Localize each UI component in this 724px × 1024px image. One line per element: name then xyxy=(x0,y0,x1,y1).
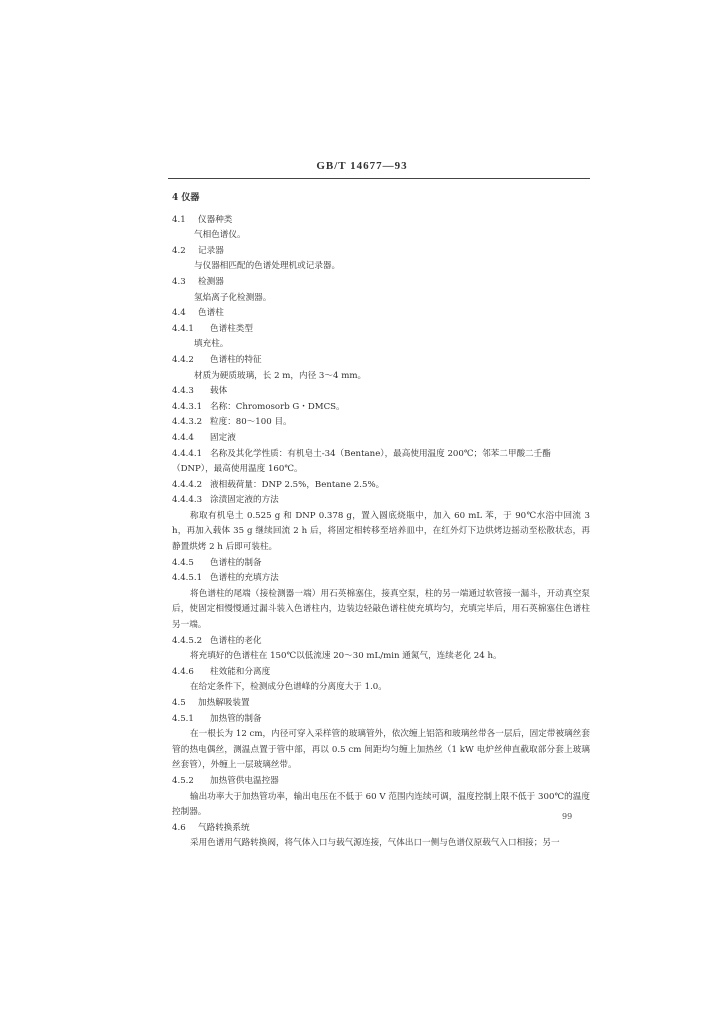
clause-text: 粒度：80～100 目。 xyxy=(210,417,292,428)
clause-text: 气相色谱仪。 xyxy=(194,230,246,241)
clause-text: 与仪器相匹配的色谱处理机或记录器。 xyxy=(194,261,341,272)
clause-number: 4.4.1 xyxy=(172,323,194,334)
clause-number: 4.5.1 xyxy=(172,713,194,724)
clause-number: 4.4.3.2 xyxy=(172,417,203,428)
section-title: 4 仪器 xyxy=(172,193,200,203)
paragraph: 输出功率大于加热管功率，输出电压在不低于 60 V 范围内连续可调，温度控制上限不低于 300℃的温度控制器。 xyxy=(172,791,590,818)
clause-title: 气路转换系统 xyxy=(198,822,250,833)
clause-title: 记录器 xyxy=(198,245,224,256)
clause-title: 载体 xyxy=(210,386,228,397)
document-body xyxy=(172,190,590,852)
clause-text: 液相载荷量：DNP 2.5%，Bentane 2.5%。 xyxy=(210,479,385,490)
clause xyxy=(172,306,590,322)
clause-text: 填充柱。 xyxy=(194,339,229,350)
clause xyxy=(172,712,590,728)
clause xyxy=(172,634,590,650)
clause xyxy=(172,415,590,431)
header-rule xyxy=(168,178,590,179)
clause-number: 4.4.5.1 xyxy=(172,573,203,584)
clause-title: 色谱柱的特征 xyxy=(210,354,262,365)
clause xyxy=(172,478,590,494)
clause xyxy=(172,400,590,416)
clause-title: 色谱柱 xyxy=(198,308,224,319)
clause-number: 4.4.4.1 xyxy=(172,448,203,459)
clause-number: 4.5.2 xyxy=(172,775,194,786)
clause-number: 4.4.4.2 xyxy=(172,479,203,490)
clause-text: 氢焰离子化检测器。 xyxy=(194,292,272,303)
clause xyxy=(172,696,590,712)
clause xyxy=(172,665,590,681)
clause-text: 名称：Chromosorb G・DMCS。 xyxy=(210,401,345,412)
clause-title: 色谱柱的充填方法 xyxy=(210,573,279,584)
paragraph: 在给定条件下，检测成分色谱峰的分离度大于 1.0。 xyxy=(190,682,387,693)
clause-title: 色谱柱的老化 xyxy=(210,635,262,646)
clause-title: 加热管的制备 xyxy=(210,713,262,724)
clause xyxy=(172,244,590,260)
clause-title: 检测器 xyxy=(198,276,224,287)
clause-title: 加热解吸装置 xyxy=(198,698,250,708)
clause-number: 4.6 xyxy=(172,822,186,833)
clause-number: 4.4.3.1 xyxy=(172,401,203,412)
clause xyxy=(172,275,590,291)
clause-number: 4.4.2 xyxy=(172,354,194,365)
standard-header: GB/T 14677—93 xyxy=(316,160,408,172)
clause xyxy=(172,322,590,338)
clause xyxy=(172,213,590,229)
clause xyxy=(172,493,590,509)
clause-title: 固定液 xyxy=(210,432,236,443)
clause-number: 4.4.3 xyxy=(172,386,194,397)
clause xyxy=(172,556,590,572)
paragraph: 称取有机皂土 0.525 g 和 DNP 0.378 g，置入圆底烧瓶中，加入 60 mL 苯，于 90℃水浴中回流 3 h，再加入载体 35 g 继续回流 2 h 后，将固定相转移至培养皿中，在红外灯下边烘烤边摇动至松散状态，再静置烘烤 2 h 后即可装柱。 xyxy=(172,510,590,553)
clause-number: 4.4.4 xyxy=(172,432,194,443)
page-number: 99 xyxy=(562,812,573,821)
clause-title: 柱效能和分离度 xyxy=(210,666,271,677)
clause xyxy=(172,353,590,369)
clause-number: 4.4.5 xyxy=(172,557,194,568)
clause xyxy=(172,384,590,400)
paragraph: 将充填好的色谱柱在 150℃以低流速 20～30 mL/min 通氮气，连续老化 24 h。 xyxy=(190,651,502,662)
clause xyxy=(172,774,590,790)
clause-number: 4.4.4.3 xyxy=(172,495,203,506)
clause-number: 4.4 xyxy=(172,308,186,319)
clause-title: 色谱柱的制备 xyxy=(210,557,262,568)
clause-number: 4.2 xyxy=(172,245,186,256)
clause-number: 4.1 xyxy=(172,214,186,225)
paragraph: 采用色谱用气路转换阀，将气体入口与载气源连接，气体出口一侧与色谱仪原载气入口相接；另一 xyxy=(190,838,560,849)
clause xyxy=(172,447,590,463)
clause xyxy=(172,571,590,587)
clause-number: 4.4.6 xyxy=(172,666,194,677)
clause-number: 4.5 xyxy=(172,698,186,708)
clause-title: 加热管供电温控器 xyxy=(210,775,279,786)
clause-text: 名称及其化学性质：有机皂土-34（Bentane），最高使用温度 200℃；邻苯二甲酸二壬酯 xyxy=(210,448,551,459)
clause-title: 涂渍固定液的方法 xyxy=(210,495,279,506)
clause-title: 仪器种类 xyxy=(198,214,233,225)
paragraph: 将色谱柱的尾端（接检测器一端）用石英棉塞住，接真空泵，柱的另一端通过软管接一漏斗，开动真空泵后，使固定相慢慢通过漏斗装入色谱柱内，边装边轻敲色谱柱使充填均匀，充填完毕后，用石英棉塞住色谱柱另一端。 xyxy=(172,588,590,631)
clause-number: 4.4.5.2 xyxy=(172,635,203,646)
clause-number: 4.3 xyxy=(172,276,186,287)
clause-text: 材质为硬质玻璃，长 2 m，内径 3～4 mm。 xyxy=(194,370,367,381)
paragraph: 在一根长为 12 cm，内径可穿入采样管的玻璃管外，依次缠上铝箔和玻璃丝带各一层后，固定带被璃丝套管的热电偶丝，测温点置于管中部，再以 0.5 cm 间距均匀缠上加热丝（1 kW 电炉丝伸直截取部分套上玻璃丝套管），外缠上一层玻璃丝带。 xyxy=(172,729,590,771)
clause-title: 色谱柱类型 xyxy=(210,323,253,334)
clause-text: （DNP），最高使用温度 160℃。 xyxy=(172,464,303,475)
clause xyxy=(172,431,590,447)
clause xyxy=(172,821,590,837)
